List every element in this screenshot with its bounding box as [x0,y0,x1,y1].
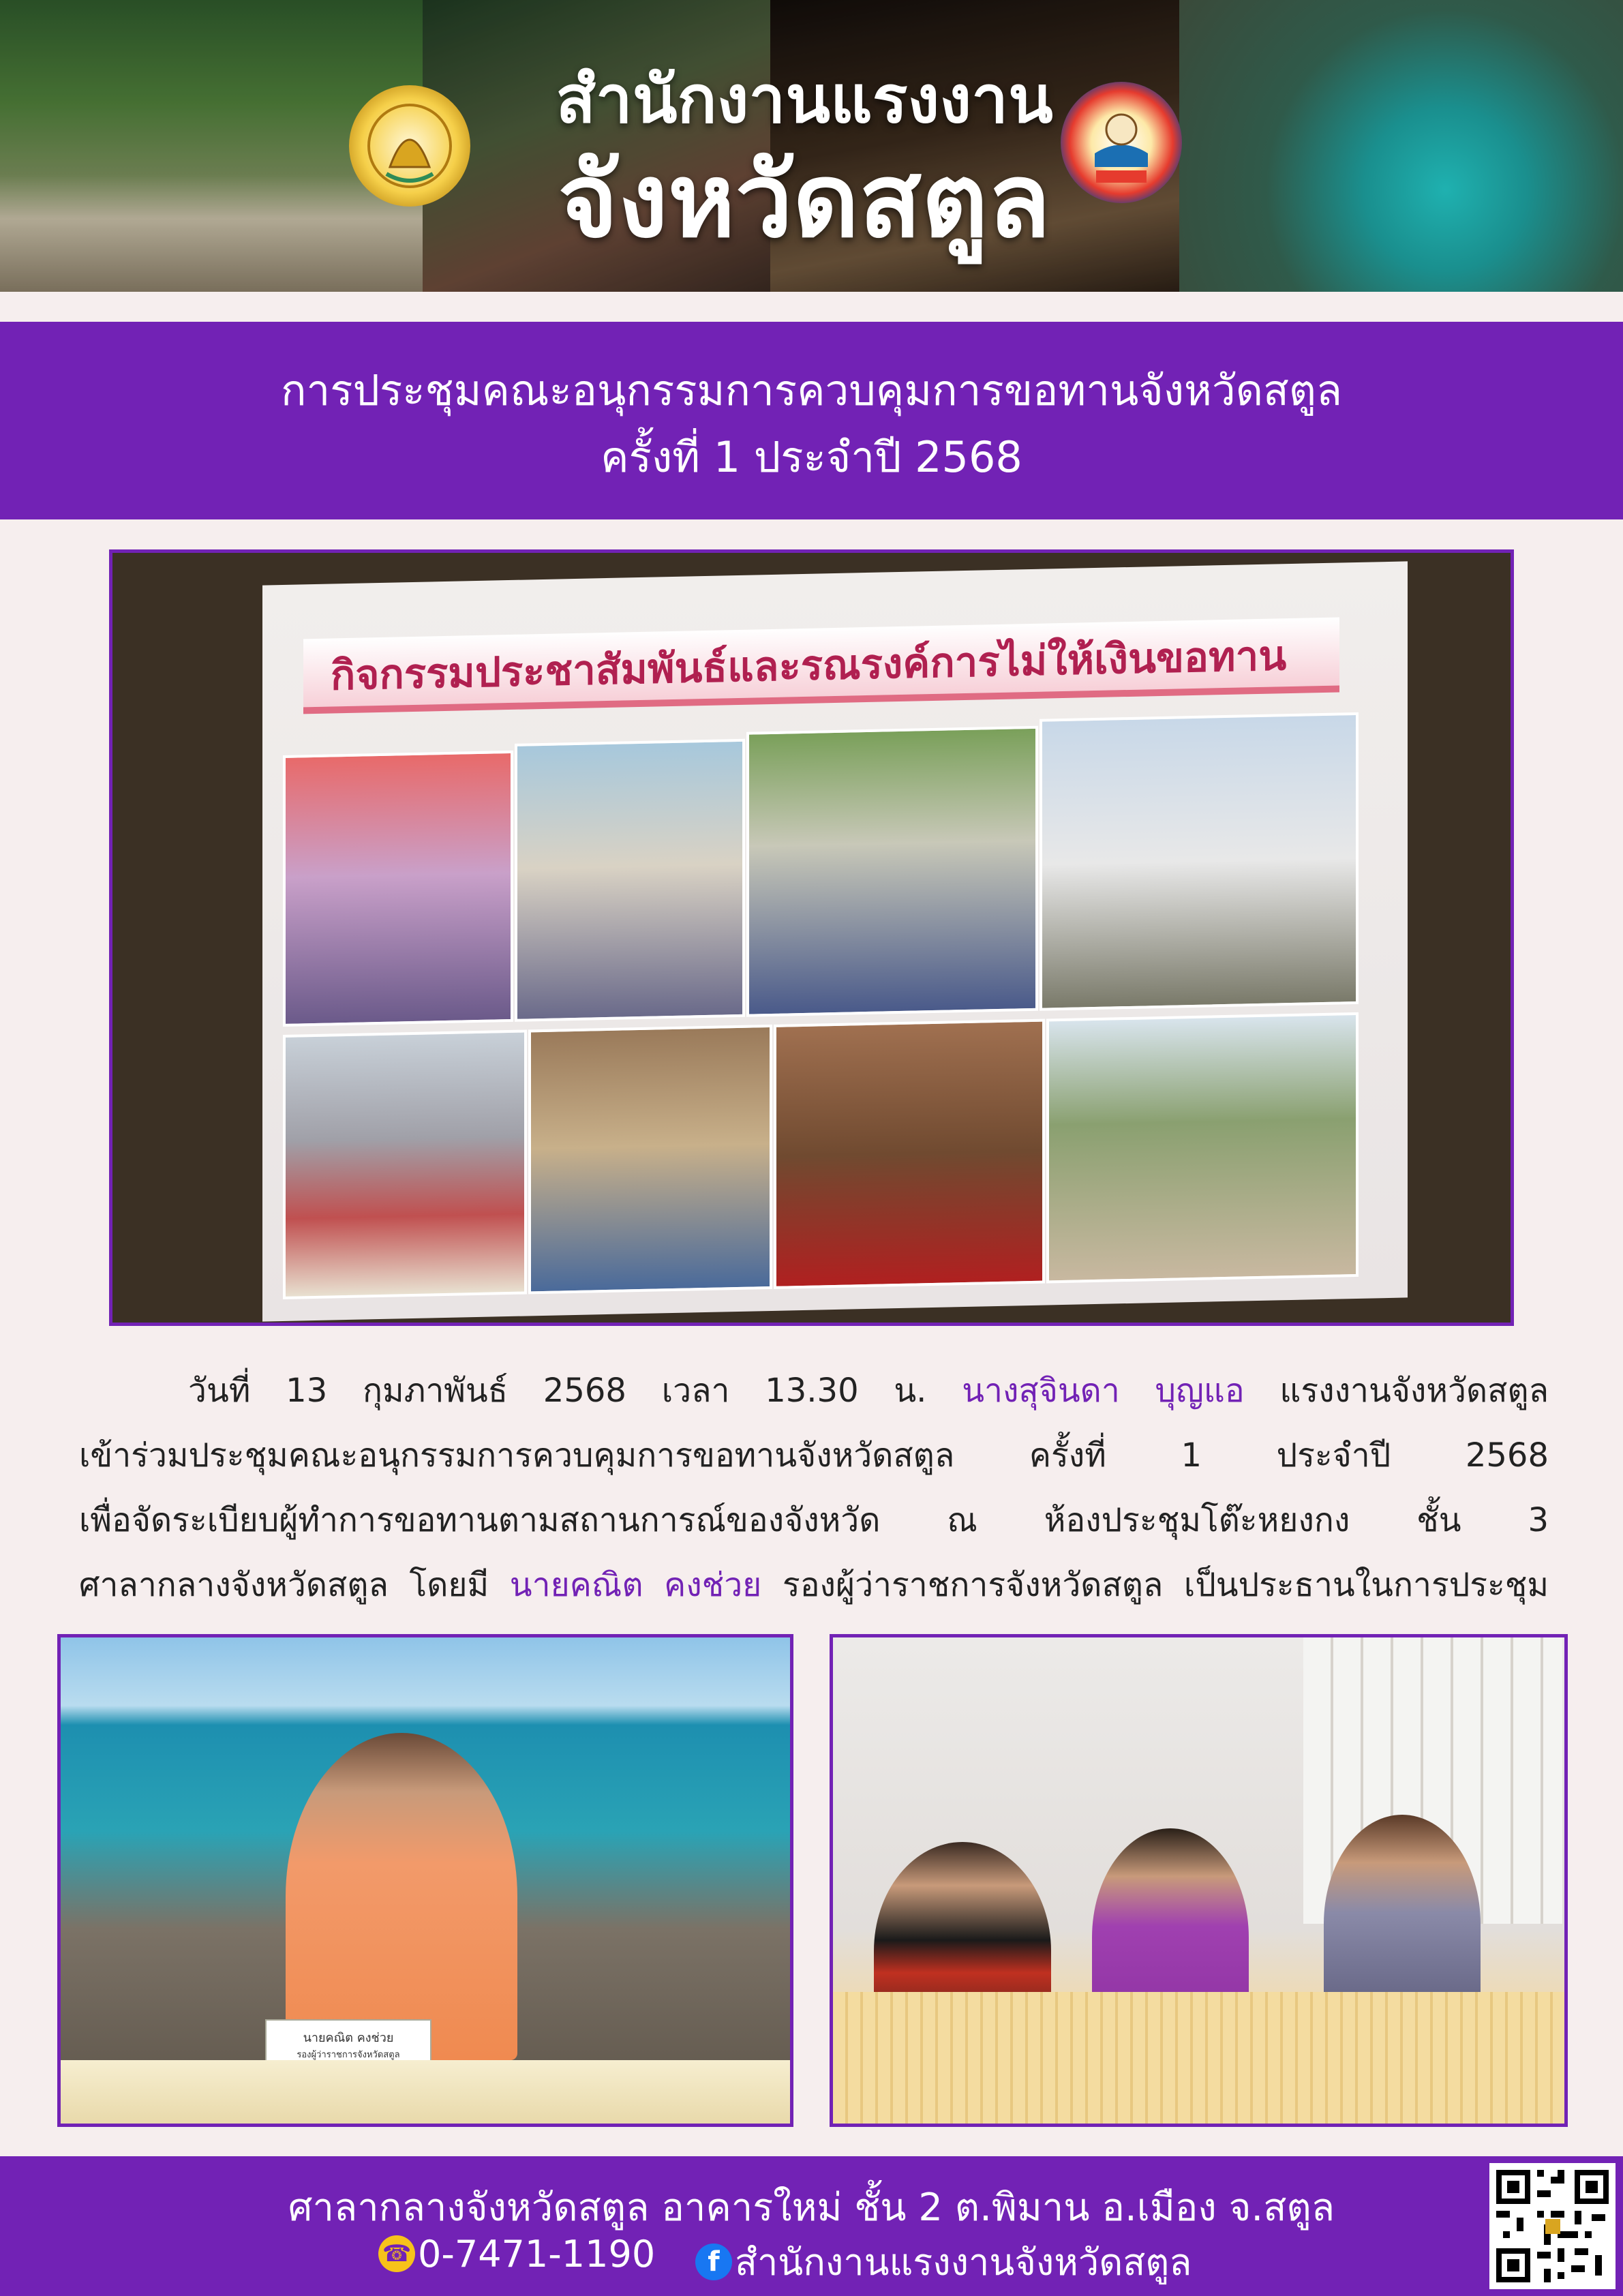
paragraph-line2: เข้าร่วมประชุมคณะอนุกรรมการควบคุมการขอทานจังหวัดสตูล ครั้งที่ 1 ประจำปี 2568 [79,1436,1549,1475]
facebook-contact[interactable] [695,2233,1192,2291]
headline-bar [0,322,1623,519]
slide-thumbnail [283,751,513,1027]
projector-screen [262,561,1408,1321]
slide-thumbnail [283,1029,527,1299]
meeting-slide-photo [109,549,1514,1326]
paragraph-line1 [79,1357,1549,1425]
slide-thumbnail [746,726,1038,1017]
slide-thumbnail [528,1025,772,1294]
slide-thumbnail [1046,1012,1359,1284]
footer-bar [0,2156,1623,2296]
paragraph-line3: เพื่อจัดระเบียบผู้ทำการขอทานตามสถานการณ์ของจังหวัด ณ ห้องประชุมโต๊ะหยงกง ชั้น 3 [79,1501,1549,1539]
venue-text: ศาลากลางจังหวัดสตูล โดยมี [79,1566,489,1604]
office-title-line1: สำนักงานแรงงาน [556,61,1053,138]
phone-icon: ☎ [378,2235,415,2272]
nameplate-role: รองผู้ว่าราชการจังหวัดสตูล [297,2050,400,2060]
slide-thumbnail [774,1019,1045,1289]
chairman-figure [286,1733,517,2060]
chairman-photo [57,1634,793,2127]
qr-code-pattern [1489,2163,1616,2289]
slide-thumbnail [1040,712,1359,1011]
labour-officer-title: แรงงานจังหวัดสตูล [1279,1372,1549,1410]
chairman-title: รองผู้ว่าราชการจังหวัดสตูล เป็นประธานในการประชุม [782,1566,1549,1604]
labour-officer-name: นางสุจินดา บุญแอ [962,1372,1245,1410]
qr-code[interactable] [1489,2163,1616,2289]
banner-photo-lagoon [1179,0,1623,292]
conference-table [833,1992,1564,2127]
paragraph-line4 [79,1551,1549,1619]
slide-title: กิจกรรมประชาสัมพันธ์และรณรงค์การไม่ให้เงินขอทาน [303,617,1339,714]
nameplate-name: นายคณิต คงช่วย [303,2031,394,2045]
header-banner [0,0,1623,292]
office-title-line2: จังหวัดสตูล [558,142,1051,260]
ministry-of-labour-seal [349,85,470,207]
slide-thumbnail [515,739,745,1022]
desk [61,2060,790,2127]
facebook-page-name: สำนักงานแรงงานจังหวัดสตูล [735,2241,1192,2284]
footer-address: ศาลากลางจังหวัดสตูล อาคารใหม่ ชั้น 2 ต.พิมาน อ.เมือง จ.สตูล [288,2186,1335,2230]
chairman-name: นายคณิต คงช่วย [509,1566,762,1604]
headline-subtitle: ครั้งที่ 1 ประจำปี 2568 [601,432,1022,482]
committee-photo [830,1634,1568,2127]
facebook-icon: f [695,2244,732,2280]
phone-number: 0-7471-1190 [418,2233,656,2276]
date-time-text: วันที่ 13 กุมภาพันธ์ 2568 เวลา 13.30 น. [188,1372,927,1410]
phone-contact[interactable] [378,2233,655,2276]
headline-title: การประชุมคณะอนุกรรมการควบคุมการขอทานจังหวัดสตูล [280,365,1343,415]
